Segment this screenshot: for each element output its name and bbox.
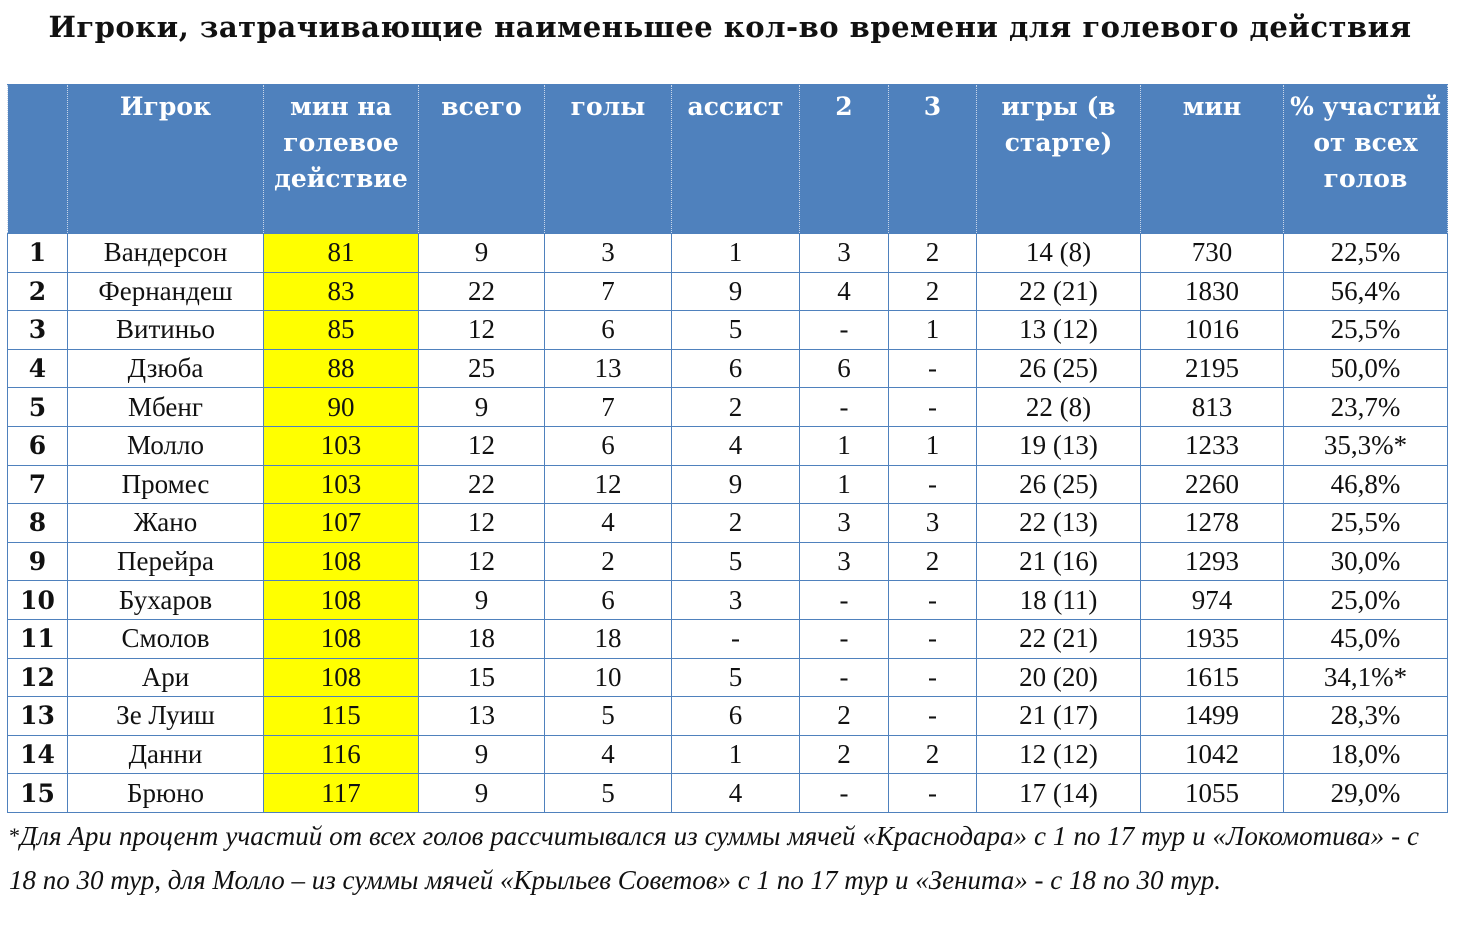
cell-goals: 6 — [545, 581, 672, 620]
table-row — [8, 349, 1448, 388]
cell-games-started: 20 (20) — [977, 658, 1141, 697]
header-games-started: игры (в старте) — [977, 85, 1141, 234]
cell-triples: 2 — [889, 272, 977, 311]
cell-goals: 7 — [545, 388, 672, 427]
cell-goals: 5 — [545, 774, 672, 813]
cell-goals: 3 — [545, 234, 672, 273]
cell-goal-participation-pct: 46,8% — [1284, 465, 1448, 504]
cell-games-started: 21 (17) — [977, 697, 1141, 736]
cell-player: Молло — [68, 426, 264, 465]
table-row — [8, 619, 1448, 658]
cell-assists: 1 — [672, 234, 800, 273]
cell-goals: 4 — [545, 735, 672, 774]
cell-minutes: 2260 — [1141, 465, 1284, 504]
cell-rank: 5 — [8, 388, 68, 427]
cell-games-started: 22 (21) — [977, 272, 1141, 311]
cell-total: 12 — [419, 426, 545, 465]
table-row — [8, 735, 1448, 774]
cell-goals: 5 — [545, 697, 672, 736]
cell-doubles: - — [800, 581, 889, 620]
cell-rank: 11 — [8, 619, 68, 658]
cell-rank: 9 — [8, 542, 68, 581]
cell-rank: 8 — [8, 504, 68, 543]
cell-goals: 6 — [545, 426, 672, 465]
cell-doubles: 2 — [800, 735, 889, 774]
cell-doubles: 6 — [800, 349, 889, 388]
cell-minutes: 813 — [1141, 388, 1284, 427]
cell-player: Дзюба — [68, 349, 264, 388]
cell-assists: 9 — [672, 272, 800, 311]
cell-player: Ари — [68, 658, 264, 697]
cell-games-started: 14 (8) — [977, 234, 1141, 273]
cell-triples: 2 — [889, 735, 977, 774]
cell-min-per-goal-action: 107 — [264, 504, 419, 543]
cell-min-per-goal-action: 85 — [264, 311, 419, 350]
cell-assists: 5 — [672, 658, 800, 697]
cell-min-per-goal-action: 81 — [264, 234, 419, 273]
footnote-text: Для Ари процент участий от всех голов рассчитывался из суммы мячей «Краснодара» с 1 по 17 тур и «Локомотива» - с 18 по 30 тур, для Молло – из суммы мячей «Крыльев Советов» с 1 по 17 тур и «Зенита» - с 18 по 30 тур. — [9, 821, 1419, 895]
cell-goal-participation-pct: 35,3%* — [1284, 426, 1448, 465]
cell-doubles: 1 — [800, 426, 889, 465]
cell-doubles: 3 — [800, 542, 889, 581]
header-doubles: 2 — [800, 85, 889, 234]
cell-games-started: 22 (21) — [977, 619, 1141, 658]
table-row — [8, 426, 1448, 465]
cell-assists: 2 — [672, 388, 800, 427]
cell-triples: - — [889, 619, 977, 658]
page-title: Игроки, затрачивающие наименьшее кол-во времени для голевого действия — [48, 10, 1412, 44]
cell-minutes: 1278 — [1141, 504, 1284, 543]
cell-total: 13 — [419, 697, 545, 736]
cell-min-per-goal-action: 88 — [264, 349, 419, 388]
cell-assists: 4 — [672, 774, 800, 813]
table-row — [8, 504, 1448, 543]
stats-table — [7, 84, 1448, 813]
cell-minutes: 974 — [1141, 581, 1284, 620]
cell-goals: 6 — [545, 311, 672, 350]
cell-doubles: 3 — [800, 234, 889, 273]
cell-total: 9 — [419, 234, 545, 273]
cell-total: 12 — [419, 542, 545, 581]
cell-triples: - — [889, 465, 977, 504]
cell-player: Вандерсон — [68, 234, 264, 273]
cell-rank: 1 — [8, 234, 68, 273]
cell-goals: 2 — [545, 542, 672, 581]
cell-player: Зе Луиш — [68, 697, 264, 736]
cell-minutes: 1042 — [1141, 735, 1284, 774]
cell-minutes: 1016 — [1141, 311, 1284, 350]
cell-min-per-goal-action: 108 — [264, 619, 419, 658]
table-row — [8, 388, 1448, 427]
cell-games-started: 22 (13) — [977, 504, 1141, 543]
cell-assists: 1 — [672, 735, 800, 774]
cell-doubles: 3 — [800, 504, 889, 543]
cell-triples: 2 — [889, 542, 977, 581]
cell-minutes: 1499 — [1141, 697, 1284, 736]
cell-triples: 1 — [889, 426, 977, 465]
table-row — [8, 774, 1448, 813]
cell-minutes: 1935 — [1141, 619, 1284, 658]
header-row — [8, 85, 1448, 234]
cell-doubles: - — [800, 311, 889, 350]
cell-triples: 3 — [889, 504, 977, 543]
cell-total: 15 — [419, 658, 545, 697]
cell-doubles: 2 — [800, 697, 889, 736]
header-assists: ассист — [672, 85, 800, 234]
cell-goal-participation-pct: 34,1%* — [1284, 658, 1448, 697]
cell-rank: 6 — [8, 426, 68, 465]
cell-games-started: 18 (11) — [977, 581, 1141, 620]
cell-assists: 6 — [672, 349, 800, 388]
cell-assists: 4 — [672, 426, 800, 465]
cell-goal-participation-pct: 29,0% — [1284, 774, 1448, 813]
cell-goal-participation-pct: 25,5% — [1284, 311, 1448, 350]
table-row — [8, 581, 1448, 620]
cell-total: 22 — [419, 465, 545, 504]
cell-minutes: 1055 — [1141, 774, 1284, 813]
cell-triples: - — [889, 774, 977, 813]
cell-games-started: 12 (12) — [977, 735, 1141, 774]
cell-total: 12 — [419, 504, 545, 543]
table-row — [8, 658, 1448, 697]
cell-total: 12 — [419, 311, 545, 350]
cell-assists: 6 — [672, 697, 800, 736]
cell-rank: 12 — [8, 658, 68, 697]
header-goal-participation-pct: % участий от всех голов — [1284, 85, 1448, 234]
cell-goals: 13 — [545, 349, 672, 388]
cell-minutes: 1615 — [1141, 658, 1284, 697]
cell-total: 22 — [419, 272, 545, 311]
cell-goal-participation-pct: 45,0% — [1284, 619, 1448, 658]
cell-min-per-goal-action: 108 — [264, 658, 419, 697]
cell-doubles: - — [800, 388, 889, 427]
cell-assists: - — [672, 619, 800, 658]
cell-min-per-goal-action: 83 — [264, 272, 419, 311]
cell-games-started: 19 (13) — [977, 426, 1141, 465]
cell-min-per-goal-action: 115 — [264, 697, 419, 736]
table-row — [8, 542, 1448, 581]
header-total: всего — [419, 85, 545, 234]
cell-rank: 10 — [8, 581, 68, 620]
cell-minutes: 1293 — [1141, 542, 1284, 581]
cell-min-per-goal-action: 90 — [264, 388, 419, 427]
cell-games-started: 21 (16) — [977, 542, 1141, 581]
table-body — [8, 234, 1448, 813]
cell-rank: 13 — [8, 697, 68, 736]
cell-min-per-goal-action: 103 — [264, 426, 419, 465]
cell-player: Бухаров — [68, 581, 264, 620]
table-row — [8, 311, 1448, 350]
cell-rank: 2 — [8, 272, 68, 311]
cell-total: 9 — [419, 581, 545, 620]
cell-goal-participation-pct: 22,5% — [1284, 234, 1448, 273]
cell-goals: 10 — [545, 658, 672, 697]
cell-games-started: 26 (25) — [977, 465, 1141, 504]
header-triples: 3 — [889, 85, 977, 234]
cell-total: 25 — [419, 349, 545, 388]
cell-goal-participation-pct: 25,5% — [1284, 504, 1448, 543]
cell-triples: - — [889, 658, 977, 697]
header-min-per-goal-action: мин на голевое действие — [264, 85, 419, 234]
header-minutes: мин — [1141, 85, 1284, 234]
cell-games-started: 26 (25) — [977, 349, 1141, 388]
cell-player: Витиньо — [68, 311, 264, 350]
cell-total: 9 — [419, 774, 545, 813]
footnote — [9, 814, 1419, 902]
cell-assists: 9 — [672, 465, 800, 504]
cell-minutes: 730 — [1141, 234, 1284, 273]
cell-minutes: 1830 — [1141, 272, 1284, 311]
cell-min-per-goal-action: 108 — [264, 542, 419, 581]
table-row — [8, 697, 1448, 736]
header-rank — [8, 85, 68, 234]
cell-doubles: 4 — [800, 272, 889, 311]
cell-goal-participation-pct: 28,3% — [1284, 697, 1448, 736]
cell-goals: 18 — [545, 619, 672, 658]
cell-min-per-goal-action: 117 — [264, 774, 419, 813]
cell-games-started: 13 (12) — [977, 311, 1141, 350]
cell-triples: - — [889, 697, 977, 736]
cell-goal-participation-pct: 25,0% — [1284, 581, 1448, 620]
cell-goals: 7 — [545, 272, 672, 311]
cell-triples: 2 — [889, 234, 977, 273]
cell-player: Смолов — [68, 619, 264, 658]
cell-total: 9 — [419, 388, 545, 427]
cell-doubles: - — [800, 619, 889, 658]
cell-player: Брюно — [68, 774, 264, 813]
cell-games-started: 17 (14) — [977, 774, 1141, 813]
cell-rank: 3 — [8, 311, 68, 350]
cell-minutes: 2195 — [1141, 349, 1284, 388]
cell-games-started: 22 (8) — [977, 388, 1141, 427]
cell-player: Фернандеш — [68, 272, 264, 311]
cell-assists: 5 — [672, 311, 800, 350]
table-row — [8, 465, 1448, 504]
table-row — [8, 272, 1448, 311]
cell-triples: - — [889, 349, 977, 388]
cell-rank: 15 — [8, 774, 68, 813]
cell-player: Перейра — [68, 542, 264, 581]
cell-assists: 5 — [672, 542, 800, 581]
cell-player: Промес — [68, 465, 264, 504]
cell-min-per-goal-action: 108 — [264, 581, 419, 620]
cell-rank: 4 — [8, 349, 68, 388]
header-goals: голы — [545, 85, 672, 234]
cell-rank: 7 — [8, 465, 68, 504]
cell-goal-participation-pct: 56,4% — [1284, 272, 1448, 311]
cell-assists: 2 — [672, 504, 800, 543]
cell-triples: - — [889, 581, 977, 620]
cell-goal-participation-pct: 18,0% — [1284, 735, 1448, 774]
cell-goal-participation-pct: 23,7% — [1284, 388, 1448, 427]
cell-total: 9 — [419, 735, 545, 774]
cell-player: Мбенг — [68, 388, 264, 427]
cell-player: Данни — [68, 735, 264, 774]
cell-goals: 4 — [545, 504, 672, 543]
cell-triples: - — [889, 388, 977, 427]
footnote-star: * — [9, 823, 20, 848]
cell-min-per-goal-action: 103 — [264, 465, 419, 504]
cell-doubles: 1 — [800, 465, 889, 504]
table-row — [8, 234, 1448, 273]
cell-doubles: - — [800, 658, 889, 697]
cell-goals: 12 — [545, 465, 672, 504]
cell-triples: 1 — [889, 311, 977, 350]
cell-minutes: 1233 — [1141, 426, 1284, 465]
cell-doubles: - — [800, 774, 889, 813]
cell-total: 18 — [419, 619, 545, 658]
cell-rank: 14 — [8, 735, 68, 774]
header-player: Игрок — [68, 85, 264, 234]
cell-goal-participation-pct: 30,0% — [1284, 542, 1448, 581]
cell-assists: 3 — [672, 581, 800, 620]
cell-min-per-goal-action: 116 — [264, 735, 419, 774]
cell-goal-participation-pct: 50,0% — [1284, 349, 1448, 388]
cell-player: Жано — [68, 504, 264, 543]
